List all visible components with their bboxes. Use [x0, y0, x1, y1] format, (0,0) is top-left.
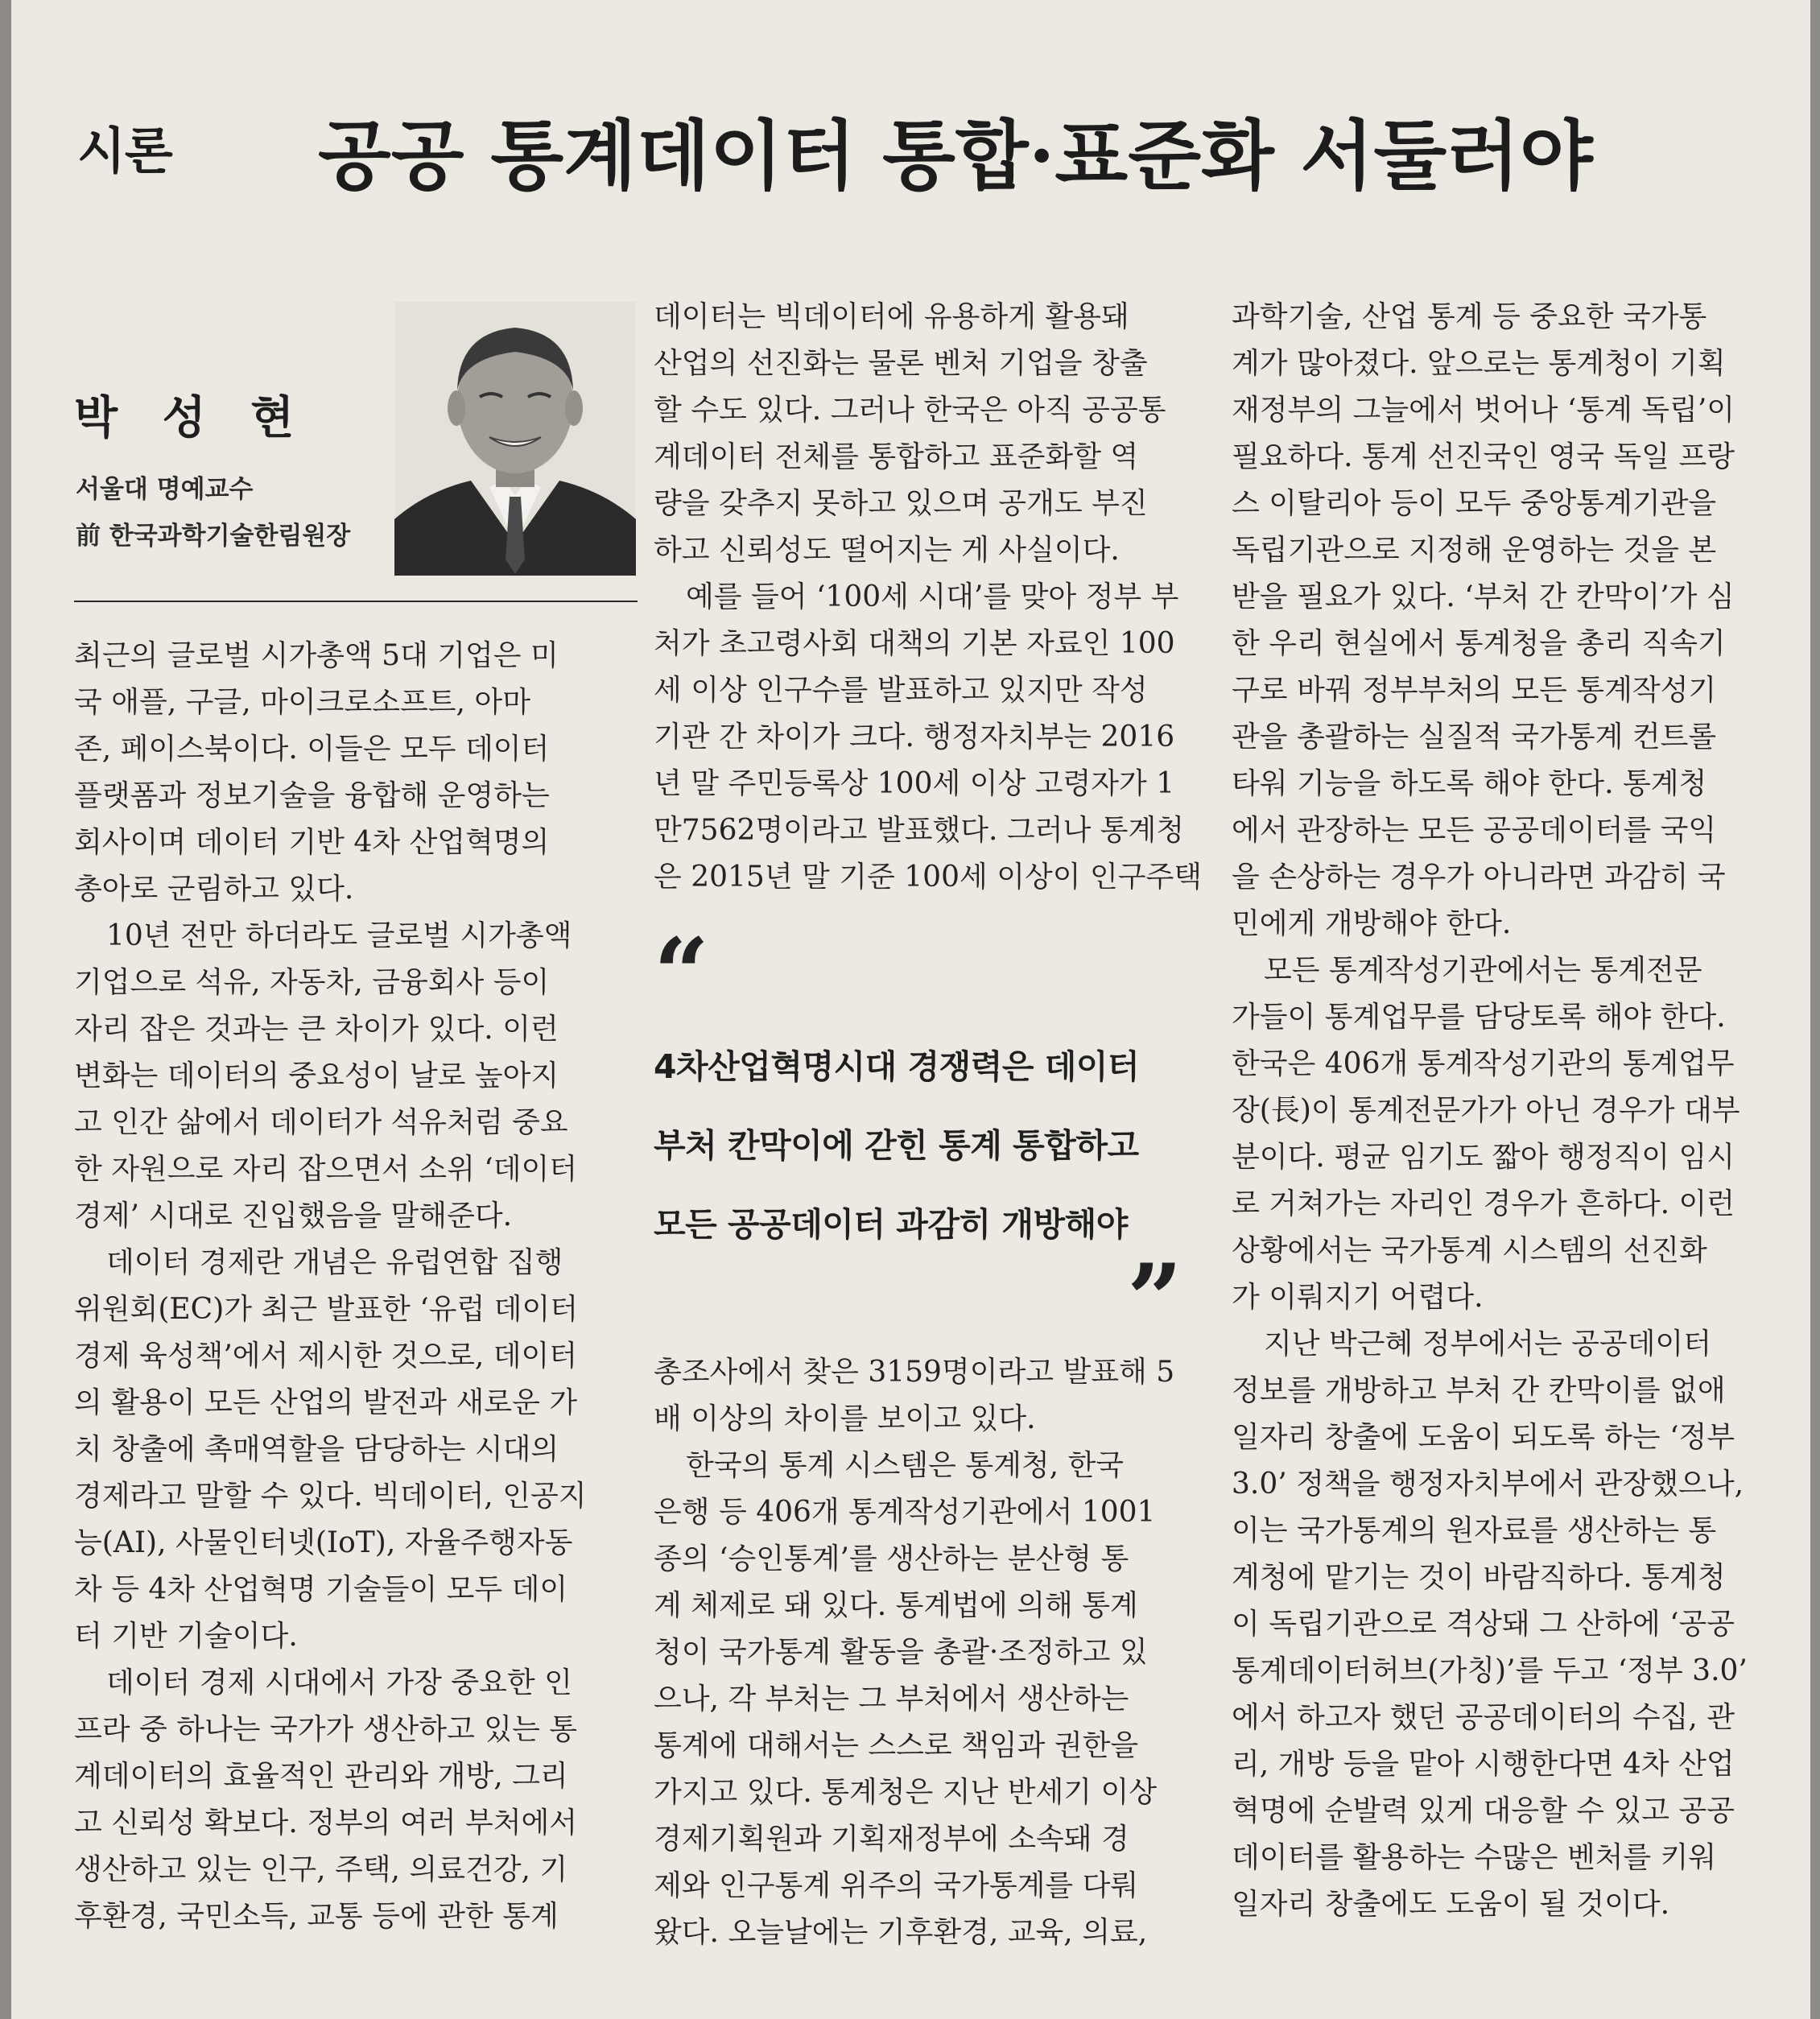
- body-line: 가들이 통계업무를 담당토록 해야 한다.: [1232, 1001, 1726, 1034]
- body-line: 데이터를 활용하는 수많은 벤처를 키워: [1232, 1841, 1717, 1874]
- body-line: 데이터 경제란 개념은 유럽연합 집행: [106, 1246, 563, 1279]
- body-line: 가지고 있다. 통계청은 지난 반세기 이상: [654, 1776, 1158, 1809]
- body-line: 받을 필요가 있다. ‘부처 간 칸막이’가 심: [1232, 580, 1735, 613]
- section-label: 시론: [77, 122, 172, 180]
- body-line: 경제 육성책’에서 제시한 것으로, 데이터: [74, 1340, 578, 1373]
- body-line: 구로 바꿔 정부부처의 모든 통계작성기: [1232, 674, 1717, 707]
- body-column-3: [1232, 294, 1779, 1928]
- author-name: 박 성 현: [74, 392, 309, 444]
- body-line: 관을 총괄하는 실질적 국가통계 컨트롤: [1232, 720, 1717, 754]
- body-line: 위원회(EC)가 최근 발표한 ‘유럽 데이터: [74, 1293, 578, 1326]
- body-line: 터 기반 기술이다.: [74, 1620, 298, 1653]
- body-line: 후환경, 국민소득, 교통 등에 관한 통계: [74, 1900, 559, 1933]
- body-line: 에서 하고자 했던 공공데이터의 수집, 관: [1232, 1701, 1735, 1734]
- body-line: 생산하고 있는 인구, 주택, 의료건강, 기: [74, 1853, 568, 1886]
- body-line: 할 수도 있다. 그러나 한국은 아직 공공통: [654, 394, 1166, 427]
- body-line: 자리 잡은 것과는 큰 차이가 있다. 이런: [74, 1013, 559, 1046]
- body-line: 최근의 글로벌 시가총액 5대 기업은 미: [74, 639, 559, 672]
- body-line: 종의 ‘승인통계’를 생산하는 분산형 통: [654, 1542, 1129, 1575]
- body-line: 처가 초고령사회 대책의 기본 자료인 100: [654, 627, 1175, 660]
- body-line: 치 창출에 촉매역할을 담당하는 시대의: [74, 1433, 559, 1466]
- body-line: 리, 개방 등을 맡아 시행한다면 4차 산업: [1232, 1748, 1735, 1781]
- open-quote-mark: “: [654, 917, 710, 1030]
- body-line: 에서 관장하는 모든 공공데이터를 국익: [1232, 814, 1717, 847]
- body-line: 총아로 군림하고 있다.: [74, 873, 354, 906]
- body-line: 청이 국가통계 활동을 총괄·조정하고 있: [654, 1636, 1148, 1669]
- body-line: 계청에 맡기는 것이 바람직하다. 통계청: [1232, 1561, 1726, 1594]
- body-line: 왔다. 오늘날에는 기후환경, 교육, 의료,: [654, 1916, 1148, 1949]
- body-line: 데이터 경제 시대에서 가장 중요한 인: [106, 1666, 572, 1699]
- body-line: 계가 많아졌다. 앞으로는 통계청이 기획: [1232, 347, 1726, 380]
- body-line: 존, 페이스북이다. 이들은 모두 데이터: [74, 733, 550, 766]
- body-line: 하고 신뢰성도 떨어지는 게 사실이다.: [654, 534, 1120, 567]
- body-line: 만7562명이라고 발표했다. 그러나 통계청: [654, 814, 1185, 847]
- author-photo: [394, 302, 636, 576]
- author-divider: [74, 601, 638, 602]
- body-line: 한국의 통계 시스템은 통계청, 한국: [686, 1449, 1125, 1482]
- body-line: 이는 국가통계의 원자료를 생산하는 통: [1232, 1514, 1717, 1547]
- body-line: 과학기술, 산업 통계 등 중요한 국가통: [1232, 300, 1707, 333]
- body-line: 산업의 선진화는 물론 벤처 기업을 창출: [654, 347, 1148, 380]
- body-line: 이 독립기관으로 격상돼 그 산하에 ‘공공: [1232, 1608, 1735, 1641]
- body-column-1: [74, 633, 638, 1940]
- body-line: 량을 갖추지 못하고 있으며 공개도 부진: [654, 487, 1148, 520]
- author-former-title: 前 한국과학기술한림원장: [76, 522, 351, 551]
- body-line: 민에게 개방해야 한다.: [1232, 907, 1512, 940]
- body-line: 분이다. 평균 임기도 짧아 행정직이 임시: [1232, 1141, 1735, 1174]
- page-edge-right: [1810, 0, 1820, 2019]
- body-line: 경제’ 시대로 진입했음을 말해준다.: [74, 1199, 513, 1232]
- body-line: 차 등 4차 산업혁명 기술들이 모두 데이: [74, 1573, 568, 1606]
- body-line: 스 이탈리아 등이 모두 중앙통계기관을: [1232, 487, 1717, 520]
- body-line: 10년 전만 하더라도 글로벌 시가총액: [106, 919, 572, 952]
- body-line: 타워 기능을 하도록 해야 한다. 통계청: [1232, 767, 1707, 800]
- body-line: 데이터는 빅데이터에 유용하게 활용돼: [654, 300, 1129, 333]
- body-line: 한국은 406개 통계작성기관의 통계업무: [1232, 1047, 1735, 1080]
- body-line: 장(長)이 통계전문가가 아닌 경우가 대부: [1232, 1094, 1740, 1127]
- body-line: 혁명에 순발력 있게 대응할 수 있고 공공: [1232, 1794, 1735, 1827]
- body-line: 플랫폼과 정보기술을 융합해 운영하는: [74, 779, 550, 812]
- body-line: 년 말 주민등록상 100세 이상 고령자가 1: [654, 767, 1175, 800]
- body-line: 경제기획원과 기획재정부에 소속돼 경: [654, 1823, 1129, 1856]
- body-line: 국 애플, 구글, 마이크로소프트, 아마: [74, 686, 530, 719]
- body-line: 예를 들어 ‘100세 시대’를 맞아 정부 부: [686, 580, 1179, 613]
- body-line: 모든 통계작성기관에서는 통계전문: [1264, 954, 1702, 987]
- body-line: 능(AI), 사물인터넷(IoT), 자율주행자동: [74, 1526, 573, 1559]
- author-title: 서울대 명예교수: [76, 475, 254, 504]
- body-line: 의 활용이 모든 산업의 발전과 새로운 가: [74, 1386, 578, 1419]
- body-line: 경제라고 말할 수 있다. 빅데이터, 인공지: [74, 1480, 587, 1513]
- body-line: 계데이터 전체를 통합하고 표준화할 역: [654, 440, 1139, 473]
- body-line: 로 거쳐가는 자리인 경우가 흔하다. 이런: [1232, 1187, 1735, 1220]
- pull-quote-line: 4차산업혁명시대 경쟁력은 데이터: [654, 1047, 1140, 1086]
- pull-quote: [654, 1027, 1217, 1264]
- page-edge-left: [0, 0, 11, 2019]
- pull-quote-line: 부처 칸막이에 갇힌 통계 통합하고: [654, 1126, 1139, 1165]
- body-line: 상황에서는 국가통계 시스템의 선진화: [1232, 1234, 1707, 1267]
- body-line: 일자리 창출에 도움이 되도록 하는 ‘정부: [1232, 1421, 1735, 1454]
- body-line: 제와 인구통계 위주의 국가통계를 다뤄: [654, 1869, 1139, 1902]
- body-line: 을 손상하는 경우가 아니라면 과감히 국: [1232, 861, 1726, 894]
- body-column-2-top: [654, 294, 1217, 901]
- body-line: 통계에 대해서는 스스로 책임과 권한을: [654, 1729, 1139, 1762]
- body-line: 계 체제로 돼 있다. 통계법에 의해 통계: [654, 1589, 1138, 1622]
- body-line: 일자리 창출에도 도움이 될 것이다.: [1232, 1888, 1670, 1921]
- body-line: 세 이상 인구수를 발표하고 있지만 작성: [654, 674, 1148, 707]
- body-line: 가 이뤄지기 어렵다.: [1232, 1281, 1484, 1314]
- close-quote-mark: ”: [1127, 1243, 1183, 1356]
- body-line: 재정부의 그늘에서 벗어나 ‘통계 독립’이: [1232, 394, 1735, 427]
- body-line: 계데이터의 효율적인 관리와 개방, 그리: [74, 1760, 568, 1793]
- headline: 공공 통계데이터 통합·표준화 서둘러야: [318, 112, 1593, 200]
- body-column-2-bottom: [654, 1349, 1217, 1956]
- body-line: 으나, 각 부처는 그 부처에서 생산하는: [654, 1682, 1129, 1716]
- body-line: 통계데이터허브(가칭)’를 두고 ‘정부 3.0’: [1232, 1654, 1748, 1687]
- body-line: 은 2015년 말 기준 100세 이상이 인구주택: [654, 861, 1203, 894]
- body-line: 변화는 데이터의 중요성이 날로 높아지: [74, 1059, 559, 1092]
- body-line: 지난 박근혜 정부에서는 공공데이터: [1264, 1327, 1711, 1360]
- body-line: 프라 중 하나는 국가가 생산하고 있는 통: [74, 1713, 578, 1746]
- body-line: 정보를 개방하고 부처 간 칸막이를 없애: [1232, 1374, 1726, 1407]
- body-line: 3.0’ 정책을 행정자치부에서 관장했으나,: [1232, 1468, 1744, 1501]
- body-line: 은행 등 406개 통계작성기관에서 1001: [654, 1496, 1156, 1529]
- body-line: 회사이며 데이터 기반 4차 산업혁명의: [74, 826, 550, 859]
- body-line: 고 신뢰성 확보다. 정부의 여러 부처에서: [74, 1806, 578, 1839]
- body-line: 기업으로 석유, 자동차, 금융회사 등이: [74, 966, 550, 999]
- body-line: 독립기관으로 지정해 운영하는 것을 본: [1232, 534, 1717, 567]
- body-line: 총조사에서 찾은 3159명이라고 발표해 5: [654, 1356, 1175, 1389]
- body-line: 한 우리 현실에서 통계청을 총리 직속기: [1232, 627, 1726, 660]
- body-line: 고 인간 삶에서 데이터가 석유처럼 중요: [74, 1106, 568, 1139]
- body-line: 기관 간 차이가 크다. 행정자치부는 2016: [654, 720, 1175, 754]
- pull-quote-line: 모든 공공데이터 과감히 개방해야: [654, 1205, 1128, 1244]
- body-line: 배 이상의 차이를 보이고 있다.: [654, 1402, 1036, 1435]
- body-line: 한 자원으로 자리 잡으면서 소위 ‘데이터: [74, 1153, 578, 1186]
- body-line: 필요하다. 통계 선진국인 영국 독일 프랑: [1232, 440, 1735, 473]
